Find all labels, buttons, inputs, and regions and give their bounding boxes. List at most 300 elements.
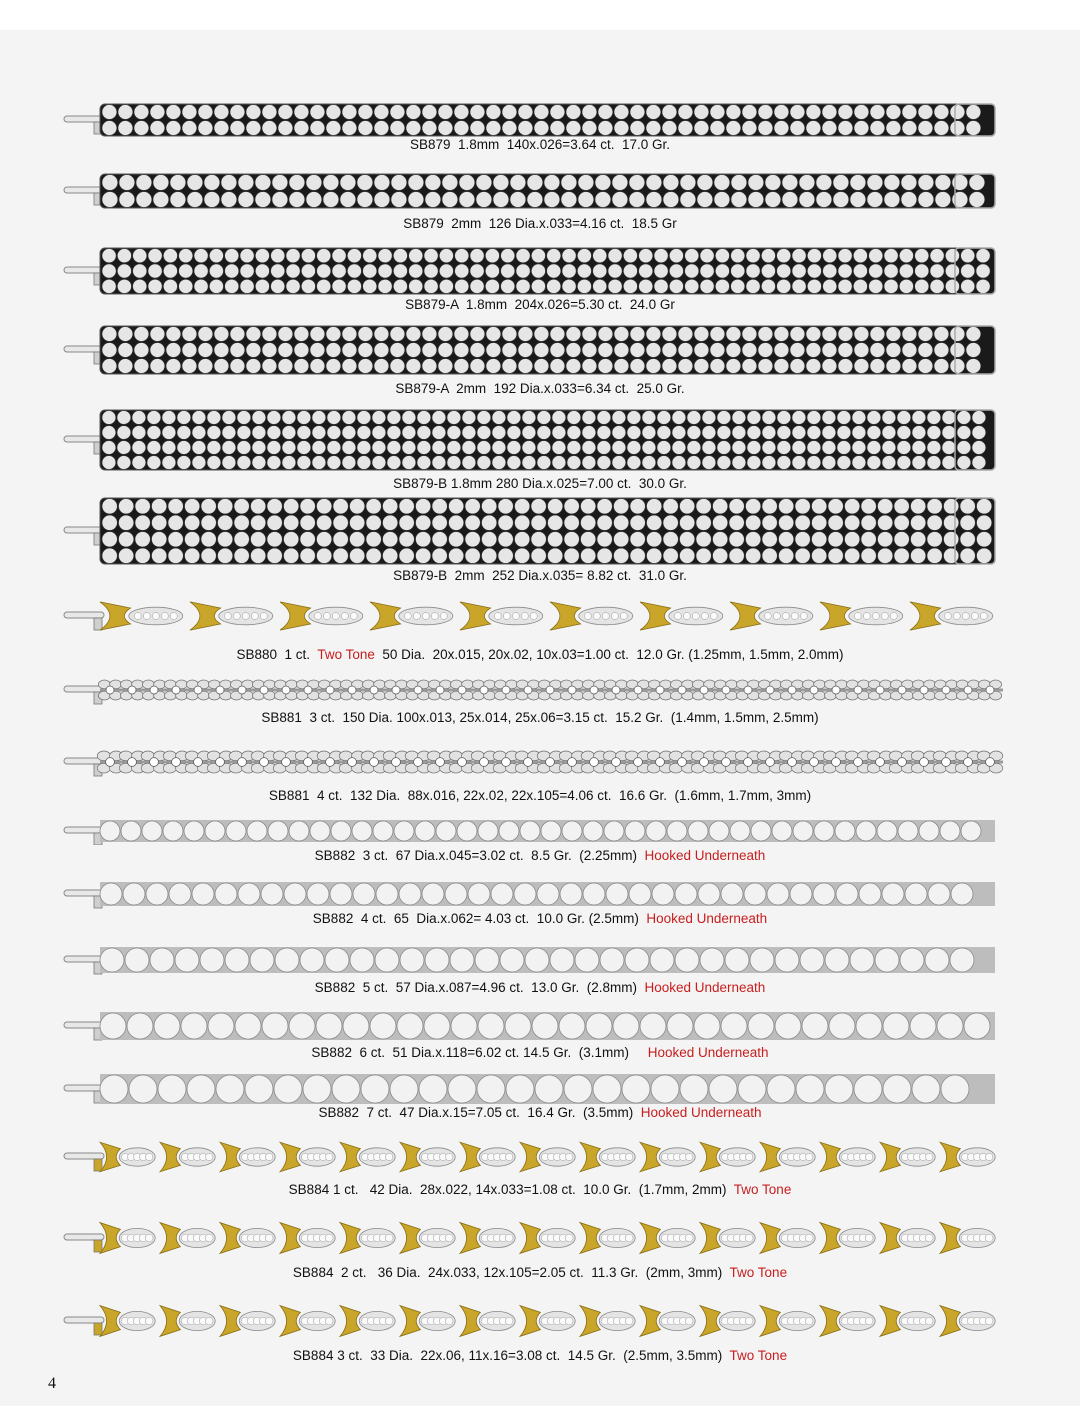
diamond-link xyxy=(299,1148,335,1166)
diamond-stone xyxy=(363,264,377,278)
diamond-stone xyxy=(454,121,469,136)
diamond-link xyxy=(129,607,183,625)
diamond-stone xyxy=(927,411,941,425)
diamond-link xyxy=(359,1148,395,1166)
diamond-stone xyxy=(118,343,133,358)
diamond-stone xyxy=(566,327,581,342)
diamond-stone xyxy=(267,411,281,425)
diamond-stone xyxy=(762,411,776,425)
diamond-stone xyxy=(774,105,789,120)
diamond-stone xyxy=(548,499,563,514)
diamond-stone xyxy=(630,548,645,563)
diamond-link xyxy=(179,1148,215,1166)
diamond-stone xyxy=(577,264,591,278)
diamond-stone xyxy=(148,279,162,293)
diamond-stone xyxy=(614,343,629,358)
diamond-link xyxy=(539,1311,575,1330)
diamond-stone xyxy=(918,359,933,374)
diamond-stone xyxy=(340,192,356,208)
diamond-stone xyxy=(675,883,697,905)
diamond-stone xyxy=(374,121,389,136)
diamond-stone xyxy=(507,441,521,455)
diamond-stone xyxy=(209,264,223,278)
diamond-stone xyxy=(725,948,749,972)
diamond-stone xyxy=(317,548,332,563)
diamond-stone xyxy=(182,121,197,136)
diamond-stone xyxy=(772,821,792,841)
diamond-stone xyxy=(442,175,458,191)
diamond-stone xyxy=(148,264,162,278)
diamond-stone xyxy=(119,175,135,191)
diamond-stone xyxy=(977,532,992,547)
diamond-stone xyxy=(457,821,477,841)
bracelet-image xyxy=(0,740,1080,784)
diamond-stone xyxy=(357,411,371,425)
diamond-stone xyxy=(502,327,517,342)
diamond-stone xyxy=(807,426,821,440)
diamond-stone xyxy=(717,411,731,425)
diamond-stone xyxy=(897,441,911,455)
diamond-stone xyxy=(100,821,120,841)
diamond-stone xyxy=(627,456,641,470)
diamond-stone xyxy=(424,1013,450,1039)
diamond-stone xyxy=(383,532,398,547)
diamond-stone xyxy=(654,249,668,263)
diamond-stone xyxy=(961,264,975,278)
diamond-stone xyxy=(966,121,981,136)
diamond-stone xyxy=(894,548,909,563)
diamond-stone xyxy=(657,411,671,425)
diamond-stone xyxy=(282,411,296,425)
diamond-stone xyxy=(482,499,497,514)
diamond-stone xyxy=(192,411,206,425)
diamond-stone xyxy=(961,249,975,263)
diamond-stone xyxy=(823,264,837,278)
diamond-stone xyxy=(246,359,261,374)
diamond-stone xyxy=(566,343,581,358)
diamond-stone xyxy=(201,515,216,530)
diamond-stone xyxy=(761,264,775,278)
diamond-stone xyxy=(867,175,883,191)
diamond-stone xyxy=(550,359,565,374)
diamond-stone xyxy=(222,456,236,470)
diamond-stone xyxy=(187,192,203,208)
diamond-stone xyxy=(537,426,551,440)
diamond-stone xyxy=(608,264,622,278)
diamond-stone xyxy=(647,515,662,530)
diamond-stone xyxy=(942,441,956,455)
diamond-stone xyxy=(726,343,741,358)
diamond-stone xyxy=(717,426,731,440)
diamond-link xyxy=(179,1311,215,1330)
diamond-stone xyxy=(417,441,431,455)
diamond-stone xyxy=(581,515,596,530)
diamond-stone xyxy=(747,411,761,425)
diamond-link xyxy=(479,1311,515,1330)
diamond-stone xyxy=(762,548,777,563)
diamond-link xyxy=(419,1148,455,1166)
diamond-stone xyxy=(117,249,131,263)
diamond-stone xyxy=(583,821,603,841)
diamond-stone xyxy=(915,279,929,293)
diamond-stone xyxy=(240,279,254,293)
diamond-stone xyxy=(582,441,596,455)
diamond-stone xyxy=(255,264,269,278)
diamond-stone xyxy=(927,532,942,547)
diamond-stone xyxy=(477,411,491,425)
diamond-stone xyxy=(432,532,447,547)
diamond-stone xyxy=(630,359,645,374)
diamond-stone xyxy=(123,883,145,905)
diamond-stone xyxy=(875,948,899,972)
clasp-icon xyxy=(64,346,104,364)
diamond-stone xyxy=(630,532,645,547)
diamond-stone xyxy=(342,411,356,425)
diamond-stone xyxy=(672,456,686,470)
diamond-stone xyxy=(192,883,214,905)
diamond-stone xyxy=(179,279,193,293)
diamond-stone xyxy=(449,499,464,514)
diamond-stone xyxy=(245,1075,273,1103)
diamond-stone xyxy=(168,515,183,530)
diamond-stone xyxy=(758,359,773,374)
diamond-stone xyxy=(807,441,821,455)
diamond-stone xyxy=(252,456,266,470)
diamond-stone xyxy=(886,105,901,120)
gold-link xyxy=(760,1142,780,1171)
diamond-stone xyxy=(918,121,933,136)
diamond-stone xyxy=(518,327,533,342)
diamond-stone xyxy=(567,441,581,455)
diamond-stone xyxy=(387,441,401,455)
diamond-stone xyxy=(272,192,288,208)
diamond-stone xyxy=(153,192,169,208)
diamond-stone xyxy=(838,105,853,120)
diamond-stone xyxy=(282,426,296,440)
diamond-stone xyxy=(168,548,183,563)
diamond-stone xyxy=(493,192,509,208)
diamond-stone xyxy=(950,948,974,972)
diamond-link xyxy=(839,1148,875,1166)
diamond-stone xyxy=(166,359,181,374)
diamond-stone xyxy=(566,359,581,374)
diamond-stone xyxy=(713,532,728,547)
diamond-stone xyxy=(515,532,530,547)
diamond-stone xyxy=(102,515,117,530)
clasp-icon xyxy=(64,527,104,545)
diamond-stone xyxy=(775,1013,801,1039)
diamond-stone xyxy=(685,264,699,278)
diamond-stone xyxy=(593,264,607,278)
diamond-stone xyxy=(205,821,225,841)
diamond-stone xyxy=(828,532,843,547)
diamond-stone xyxy=(597,426,611,440)
diamond-stone xyxy=(793,821,813,841)
diamond-stone xyxy=(867,192,883,208)
diamond-stone xyxy=(687,441,701,455)
diamond-stone xyxy=(838,327,853,342)
diamond-stone xyxy=(502,121,517,136)
diamond-stone xyxy=(662,343,677,358)
diamond-stone xyxy=(470,359,485,374)
diamond-stone xyxy=(316,1013,342,1039)
bracelet-image xyxy=(0,100,1080,140)
diamond-stone xyxy=(957,441,971,455)
diamond-stone xyxy=(134,343,149,358)
diamond-stone xyxy=(927,456,941,470)
item-caption: SB884 2 ct. 36 Dia. 24x.033, 12x.105=2.05 ct. 11.3 Gr. (2mm, 3mm) Two Tone xyxy=(292,1265,788,1280)
diamond-stone xyxy=(969,175,985,191)
diamond-stone xyxy=(150,121,165,136)
diamond-stone xyxy=(347,249,361,263)
diamond-stone xyxy=(746,499,761,514)
diamond-stone xyxy=(652,883,674,905)
bracelet-image xyxy=(0,594,1080,638)
diamond-stone xyxy=(352,821,372,841)
diamond-stone xyxy=(330,883,352,905)
diamond-stone xyxy=(812,548,827,563)
diamond-stone xyxy=(327,426,341,440)
diamond-stone xyxy=(663,532,678,547)
diamond-stone xyxy=(882,441,896,455)
diamond-stone xyxy=(417,411,431,425)
diamond-link xyxy=(719,1148,755,1166)
diamond-stone xyxy=(927,499,942,514)
diamond-stone xyxy=(486,359,501,374)
diamond-stone xyxy=(409,249,423,263)
diamond-stone xyxy=(861,532,876,547)
diamond-stone xyxy=(462,456,476,470)
diamond-stone xyxy=(422,105,437,120)
diamond-stone xyxy=(729,515,744,530)
diamond-stone xyxy=(779,548,794,563)
diamond-stone xyxy=(731,249,745,263)
diamond-stone xyxy=(391,175,407,191)
diamond-stone xyxy=(200,948,224,972)
diamond-stone xyxy=(177,426,191,440)
diamond-stone xyxy=(432,426,446,440)
diamond-stone xyxy=(449,515,464,530)
diamond-stone xyxy=(731,175,747,191)
bracelet-image xyxy=(0,1134,1080,1180)
diamond-stone xyxy=(208,1013,234,1039)
diamond-stone xyxy=(822,343,837,358)
diamond-stone xyxy=(910,1013,936,1039)
diamond-stone xyxy=(732,411,746,425)
diamond-stone xyxy=(822,105,837,120)
diamond-stone xyxy=(300,515,315,530)
diamond-stone xyxy=(669,249,683,263)
diamond-stone xyxy=(688,821,708,841)
diamond-stone xyxy=(361,1075,389,1103)
diamond-stone xyxy=(268,821,288,841)
diamond-stone xyxy=(175,948,199,972)
diamond-stone xyxy=(286,249,300,263)
diamond-stone xyxy=(454,327,469,342)
diamond-stone xyxy=(399,883,421,905)
diamond-stone xyxy=(425,175,441,191)
diamond-stone xyxy=(663,192,679,208)
diamond-stone xyxy=(525,948,549,972)
diamond-stone xyxy=(562,821,582,841)
diamond-stone xyxy=(102,532,117,547)
gold-link xyxy=(220,1142,240,1171)
diamond-stone xyxy=(272,175,288,191)
diamond-stone xyxy=(751,821,771,841)
diamond-stone xyxy=(742,343,757,358)
diamond-stone xyxy=(358,359,373,374)
diamond-stone xyxy=(593,279,607,293)
diamond-stone xyxy=(694,1013,720,1039)
diamond-stone xyxy=(544,175,560,191)
diamond-stone xyxy=(117,411,131,425)
diamond-stone xyxy=(198,359,213,374)
diamond-stone xyxy=(117,279,131,293)
diamond-stone xyxy=(548,515,563,530)
diamond-stone xyxy=(121,821,141,841)
diamond-stone xyxy=(387,426,401,440)
diamond-stone xyxy=(731,264,745,278)
diamond-stone xyxy=(300,548,315,563)
diamond-link xyxy=(479,1148,515,1166)
diamond-stone xyxy=(531,499,546,514)
item-caption: SB882 4 ct. 65 Dia.x.062= 4.03 ct. 10.0 Gr. (2.5mm) Hooked Underneath xyxy=(312,911,768,926)
diamond-stone xyxy=(700,249,714,263)
diamond-stone xyxy=(861,548,876,563)
diamond-stone xyxy=(694,105,709,120)
diamond-stone xyxy=(544,192,560,208)
diamond-stone xyxy=(812,515,827,530)
diamond-stone xyxy=(758,327,773,342)
diamond-stone xyxy=(854,1075,882,1103)
diamond-stone xyxy=(250,948,274,972)
diamond-stone xyxy=(415,821,435,841)
diamond-stone xyxy=(630,327,645,342)
diamond-stone xyxy=(507,456,521,470)
diamond-stone xyxy=(976,279,990,293)
diamond-stone xyxy=(792,411,806,425)
diamond-stone xyxy=(240,264,254,278)
diamond-stone xyxy=(700,264,714,278)
diamond-stone xyxy=(278,327,293,342)
diamond-stone xyxy=(262,327,277,342)
diamond-stone xyxy=(680,499,695,514)
clasp-icon xyxy=(64,1085,104,1103)
diamond-stone xyxy=(822,121,837,136)
diamond-stone xyxy=(966,343,981,358)
diamond-stone xyxy=(518,121,533,136)
diamond-stone xyxy=(710,359,725,374)
diamond-stone xyxy=(214,121,229,136)
diamond-stone xyxy=(102,121,117,136)
diamond-link xyxy=(359,1228,395,1247)
diamond-stone xyxy=(135,499,150,514)
diamond-stone xyxy=(614,532,629,547)
diamond-stone xyxy=(945,279,959,293)
diamond-stone xyxy=(234,499,249,514)
item-caption: SB882 3 ct. 67 Dia.x.045=3.02 ct. 8.5 Gr. (2.25mm) Hooked Underneath xyxy=(314,848,766,863)
diamond-stone xyxy=(882,411,896,425)
bracelet-image xyxy=(0,244,1080,298)
diamond-stone xyxy=(612,175,628,191)
diamond-stone xyxy=(961,821,981,841)
diamond-stone xyxy=(694,121,709,136)
diamond-stone xyxy=(702,411,716,425)
gold-link xyxy=(460,1142,480,1171)
diamond-stone xyxy=(218,548,233,563)
item-caption: SB884 1 ct. 42 Dia. 28x.022, 14x.033=1.08 ct. 10.0 Gr. (1.7mm, 2mm) Two Tone xyxy=(288,1182,792,1197)
diamond-stone xyxy=(300,948,324,972)
item-caption: SB879-B 1.8mm 280 Dia.x.025=7.00 ct. 30.0 Gr. xyxy=(393,476,687,491)
diamond-stone xyxy=(478,1013,504,1039)
diamond-stone xyxy=(230,343,245,358)
diamond-stone xyxy=(680,548,695,563)
diamond-stone xyxy=(678,327,693,342)
diamond-stone xyxy=(694,343,709,358)
diamond-stone xyxy=(577,249,591,263)
diamond-stone xyxy=(813,883,835,905)
diamond-stone xyxy=(150,105,165,120)
item-caption: SB881 3 ct. 150 Dia. 100x.013, 25x.014, 25x.06=3.15 ct. 15.2 Gr. (1.4mm, 1.5mm, 2.5mm) xyxy=(261,710,819,725)
diamond-stone xyxy=(289,821,309,841)
diamond-stone xyxy=(806,105,821,120)
diamond-stone xyxy=(301,279,315,293)
diamond-stone xyxy=(486,343,501,358)
diamond-stone xyxy=(746,548,761,563)
diamond-stone xyxy=(246,105,261,120)
diamond-stone xyxy=(498,515,513,530)
diamond-stone xyxy=(867,426,881,440)
diamond-stone xyxy=(150,343,165,358)
diamond-stone xyxy=(462,411,476,425)
gold-link xyxy=(820,602,851,630)
diamond-stone xyxy=(406,121,421,136)
diamond-stone xyxy=(482,532,497,547)
diamond-stone xyxy=(134,359,149,374)
diamond-stone xyxy=(894,515,909,530)
diamond-stone xyxy=(515,515,530,530)
diamond-stone xyxy=(582,121,597,136)
diamond-stone xyxy=(147,441,161,455)
diamond-stone xyxy=(870,343,885,358)
item-caption: SB882 7 ct. 47 Dia.x.15=7.05 ct. 16.4 Gr. (3.5mm) Hooked Underneath xyxy=(318,1105,762,1120)
diamond-stone xyxy=(662,121,677,136)
diamond-stone xyxy=(918,327,933,342)
diamond-stone xyxy=(416,499,431,514)
diamond-stone xyxy=(454,359,469,374)
diamond-stone xyxy=(135,548,150,563)
gold-link xyxy=(550,602,581,630)
diamond-stone xyxy=(424,264,438,278)
diamond-stone xyxy=(911,499,926,514)
diamond-stone xyxy=(646,105,661,120)
gold-link xyxy=(400,1142,420,1171)
diamond-stone xyxy=(850,192,866,208)
diamond-stone xyxy=(182,359,197,374)
diamond-stone xyxy=(761,279,775,293)
diamond-stone xyxy=(400,948,424,972)
diamond-stone xyxy=(562,279,576,293)
diamond-stone xyxy=(696,499,711,514)
diamond-stone xyxy=(332,249,346,263)
diamond-stone xyxy=(102,192,118,208)
diamond-stone xyxy=(767,1075,795,1103)
gold-link xyxy=(940,1306,960,1337)
diamond-stone xyxy=(450,948,474,972)
gold-link xyxy=(340,1223,360,1254)
diamond-stone xyxy=(378,264,392,278)
diamond-stone xyxy=(972,456,986,470)
